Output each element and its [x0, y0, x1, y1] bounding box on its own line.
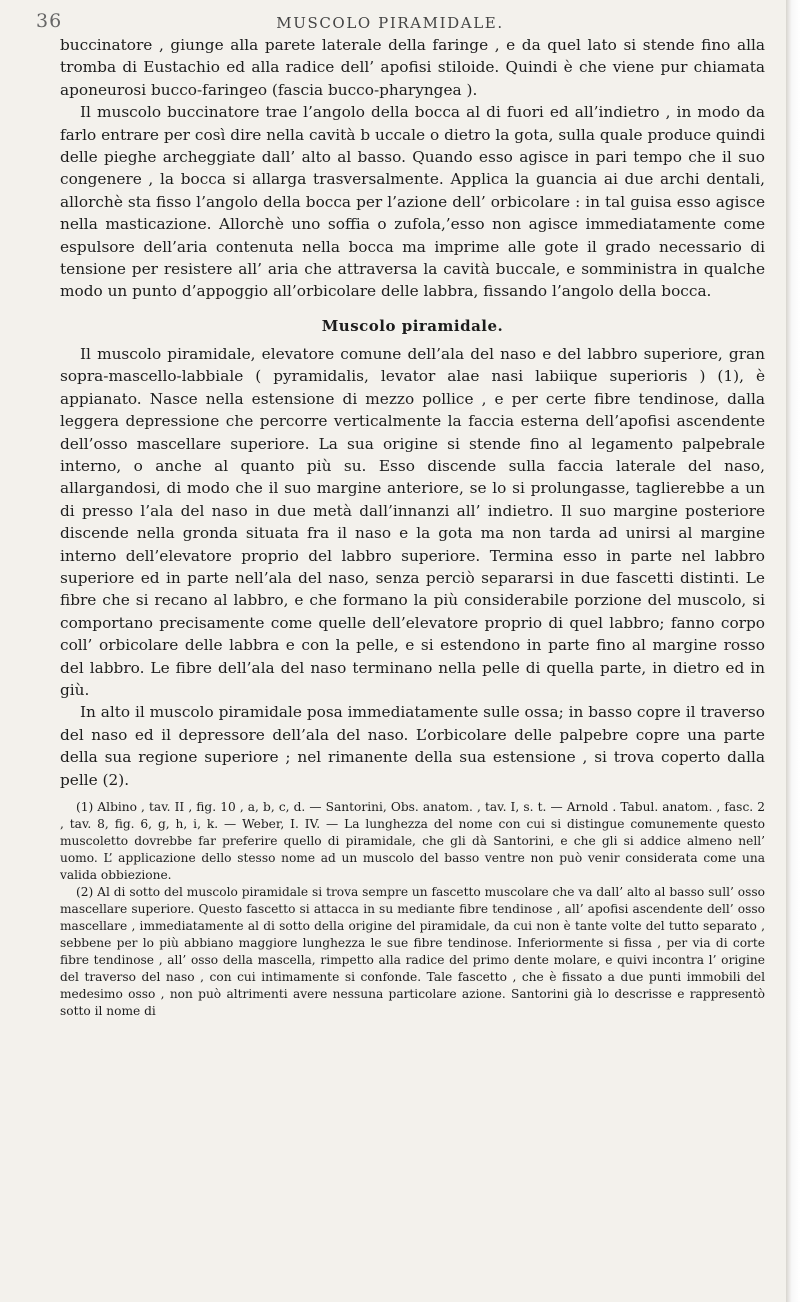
page-body	[60, 34, 765, 1020]
footnote-2: (2) Al di sotto del muscolo piramidale si trova sempre un fascetto muscolare che va dall’ alto al basso sull’ osso mascellare superiore. Questo fascetto si attacca in su mediante fibre tendinose , all’ apofisi ascendente dell’ osso mascellare , immediatamente al di sotto della origine del piramidale, da cui non è tante volte del tutto separato , sebbene per lo più abbiano maggiore lunghezza le sue fibre tendinose. Inferiormente si fissa , per via di corte fibre tendinose , all’ osso della mascella, rimpetto alla radice del primo dente molare, e quivi incontra l’ origine del traverso del naso , con cui intimamente si confonde. Tale fascetto , che è fissato a due punti immobili del medesimo osso , non può altrimenti avere nessuna particolare azione. Santorini già lo descrisse e rappresentò sotto il nome di	[60, 885, 765, 1018]
page-edge	[786, 0, 800, 1302]
footnote-1: (1) Albino , tav. II , fig. 10 , a, b, c, d. — Santorini, Obs. anatom. , tav. I, s. t. — Arnold . Tabul. anatom. , fasc. 2 , tav. 8, fig. 6, g, h, i, k. — Weber, I. IV. — La lunghezza del nome con cui si distingue comunemente questo muscoletto dovrebbe far preferire quello di piramidale, che gli dà Santorini, e che gli si addice almeno nell’ uomo. L’ applicazione dello stesso nome ad un muscolo del basso ventre non può venir considerata come una valida obbiezione.	[60, 800, 765, 882]
page-number: 36	[36, 10, 63, 32]
page-header	[0, 6, 780, 34]
paragraph-piramidale-description: Il muscolo piramidale, elevatore comune dell’ala del naso e del labbro superiore, gran sopra-mascello-labbiale ( pyramidalis, levator alae nasi labiique superioris ) (1), è appianato. Nasce nella estensione di mezzo pollice , e per certe fibre tendinose, dalla leggera depressione che percorre verticalmente la faccia esterna dell’apofisi ascendente dell’osso mascellare superiore. La sua origine si stende fino al legamento palpebrale interno, o anche al quanto più su. Esso discende sulla faccia laterale del naso, allargandosi, di modo che il suo margine anteriore, se lo si prolungasse, taglierebbe a un di presso l’ala del naso in due metà dall’innanzi all’ indietro. Il suo margine posteriore discende nella gronda situata fra il naso e la gota ma non tarda ad unirsi al margine interno dell’elevatore proprio del labbro superiore. Termina esso in parte nel labbro superiore ed in parte nell’ala del naso, senza perciò separarsi in due fascetti distinti. Le fibre che si recano al labbro, e che formano la più considerabile porzione del muscolo, si comportano precisamente come quelle dell’elevatore proprio di quel labbro; fanno corpo coll’ orbicolare delle labbra e con la pelle, e si estendono in parte fino al margine rosso del labbro. Le fibre dell’ala del naso terminano nella pelle di quella parte, in dietro ed in giù.	[60, 344, 765, 699]
running-title: MUSCOLO PIRAMIDALE.	[276, 14, 504, 32]
paragraph-buccinatore-continued: buccinatore , giunge alla parete laterale della faringe , e da quel lato si stende fino alla tromba di Eustachio ed alla radice dell’ apofisi stiloide. Quindi è che viene pur chiamata aponeurosi bucco-faringeo (fascia bucco-pharyngea ).	[60, 36, 765, 99]
paragraph-piramidale-relations: In alto il muscolo piramidale posa immediatamente sulle ossa; in basso copre il traverso del naso ed il depressore dell’ala del naso. L’orbicolare delle palpebre copre una parte della sua regione superiore ; nel rimanente della sua estensione , si trova coperto dalla pelle (2).	[60, 703, 765, 789]
section-heading: Muscolo piramidale.	[321, 316, 504, 335]
paragraph-buccinatore-action: Il muscolo buccinatore trae l’angolo della bocca al di fuori ed all’indietro , in modo da farlo entrare per così dire nella cavità b uccale o dietro la gota, sulla quale produce quindi delle pieghe archeggiate dall’ alto al basso. Quando esso agisce in pari tempo che il suo congenere , la bocca si allarga trasversalmente. Applica la guancia ai due archi dentali, allorchè sta fisso l’angolo della bocca per l’azione dell’ orbicolare : in tal guisa esso agisce nella masticazione. Allorchè uno soffia o zufola,’esso non agisce immediatamente come espulsore dell’aria contenuta nella bocca ma imprime alle gote il grado necessario di tensione per resistere all’ aria che attraversa la cavità buccale, e somministra in qualche modo un punto d’appoggio all’orbicolare delle labbra, fissando l’angolo della bocca.	[60, 103, 765, 301]
footnotes	[60, 799, 765, 1020]
